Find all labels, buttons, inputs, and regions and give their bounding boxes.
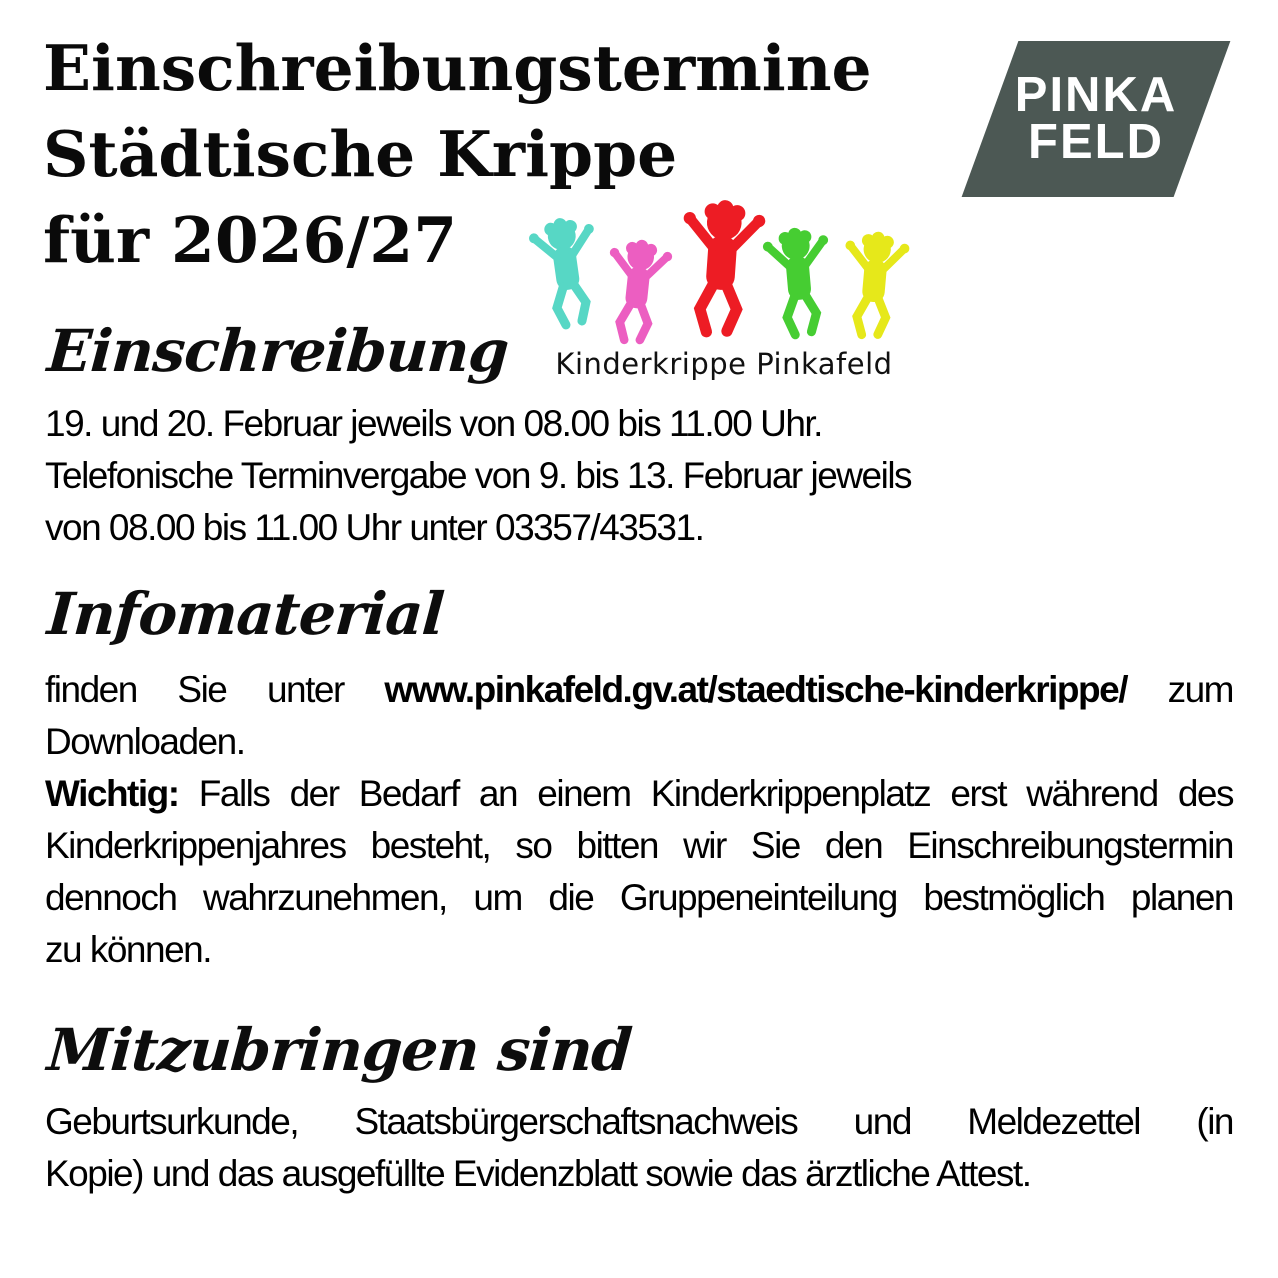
wichtig-rest: Falls der Bedarf an einem Kinderkrippenplatz erst während des — [178, 773, 1233, 814]
mitzubringen-line-1: Geburtsurkunde, Staatsbürgerschaftsnachweis und Meldezettel (in — [45, 1101, 1233, 1142]
einschreibung-line-3: von 08.00 bis 11.00 Uhr unter 03357/43531. — [45, 507, 704, 548]
heading-mitzubringen: Mitzubringen sind — [45, 1016, 634, 1084]
child-silhouette-pink — [601, 237, 674, 344]
pinkafeld-city-logo — [962, 41, 1231, 197]
infomaterial-line-1 — [45, 664, 1233, 716]
mitzubringen-line-2: Kopie) und das ausgefüllte Evidenzblatt sowie das ärztliche Attest. — [45, 1153, 1031, 1194]
wichtig-line-1 — [45, 768, 1233, 820]
child-silhouette-yellow — [838, 229, 911, 338]
title-line-3: für 2026/27 — [43, 203, 458, 277]
heading-einschreibung: Einschreibung — [45, 317, 511, 385]
website-url: www.pinkafeld.gv.at/staedtische-kinderkrippe/ — [384, 669, 1127, 710]
wichtig-line-2: Kinderkrippenjahres besteht, so bitten wir Sie den Einschreibungstermin — [45, 825, 1233, 866]
wichtig-line-3: dennoch wahrzunehmen, um die Gruppeneinteilung bestmöglich planen — [45, 877, 1233, 918]
infomaterial-paragraph — [45, 664, 1233, 976]
title-line-1: Einschreibungstermine — [43, 31, 872, 105]
einschreibung-line-2: Telefonische Terminvergabe von 9. bis 13. Februar jeweils — [45, 455, 912, 496]
einschreibung-line-1: 19. und 20. Februar jeweils von 08.00 bis 11.00 Uhr. — [45, 403, 822, 444]
child-silhouette-green — [761, 225, 836, 337]
infomaterial-line-2: Downloaden. — [45, 721, 245, 762]
kinderkrippe-caption: Kinderkrippe Pinkafeld — [555, 347, 893, 381]
info-post-text: zum — [1127, 669, 1233, 710]
info-pre-text: finden Sie unter — [45, 669, 385, 710]
einschreibung-paragraph — [45, 398, 1233, 554]
child-silhouette-red — [676, 197, 767, 335]
jumping-children-icon — [518, 196, 930, 346]
wichtig-label: Wichtig: — [45, 773, 179, 814]
heading-infomaterial: Infomaterial — [45, 580, 446, 648]
mitzubringen-paragraph — [45, 1096, 1233, 1200]
logo-word-pinka: PINKA — [1014, 68, 1178, 122]
pinkafeld-logo-text — [990, 41, 1202, 197]
title-line-2: Städtische Krippe — [43, 117, 678, 191]
logo-word-feld: FELD — [1028, 115, 1164, 169]
kinderkrippe-logo — [518, 196, 930, 381]
wichtig-line-4: zu können. — [45, 929, 212, 970]
child-silhouette-teal — [527, 214, 607, 329]
